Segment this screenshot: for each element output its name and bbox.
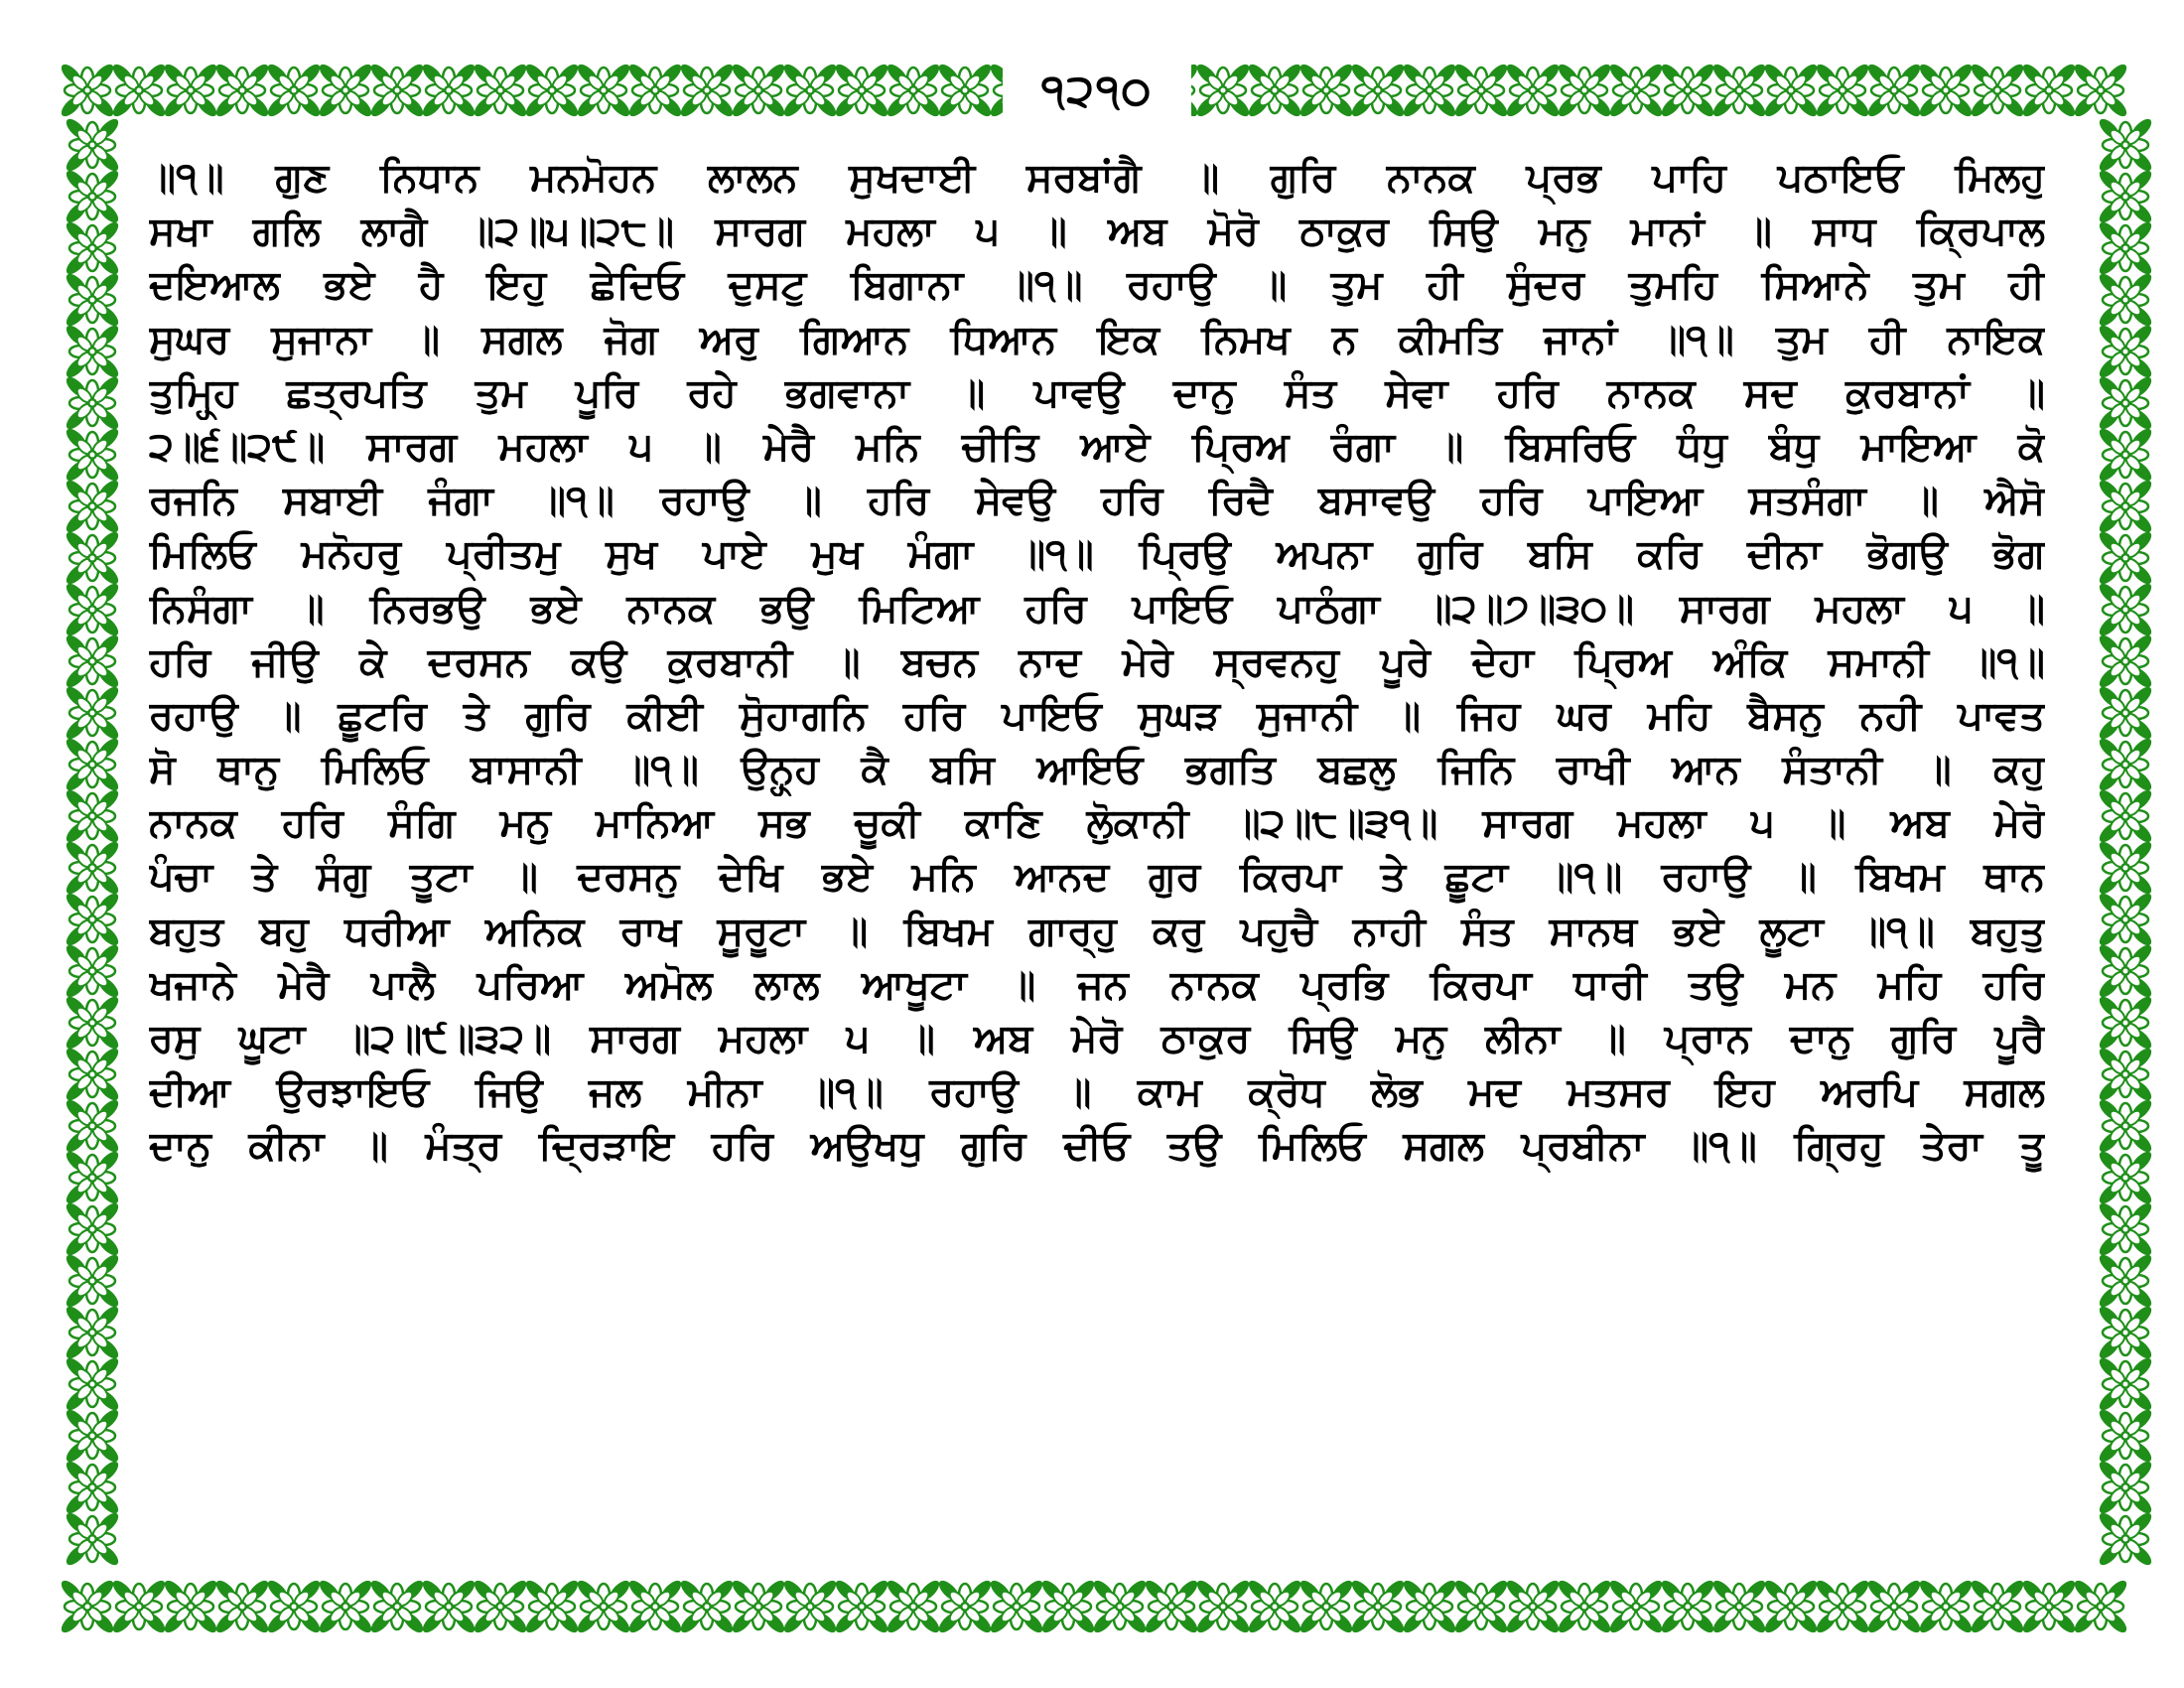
flower-ornament-icon xyxy=(1659,62,1717,120)
flower-ornament-icon xyxy=(1039,1578,1098,1636)
flower-ornament-icon xyxy=(2097,684,2155,743)
flower-ornament-icon xyxy=(2072,62,2130,120)
flower-ornament-icon xyxy=(64,323,122,381)
flower-ornament-icon xyxy=(64,219,122,278)
flower-ornament-icon xyxy=(1452,1578,1511,1636)
flower-ornament-icon xyxy=(626,62,685,120)
flower-ornament-icon xyxy=(1143,1578,1201,1636)
flower-ornament-icon xyxy=(420,1578,478,1636)
flower-ornament-icon xyxy=(781,62,840,120)
flower-ornament-icon xyxy=(64,684,122,743)
flower-ornament-icon xyxy=(2020,62,2079,120)
flower-ornament-icon xyxy=(523,62,582,120)
flower-ornament-icon xyxy=(1504,1578,1563,1636)
flower-ornament-icon xyxy=(110,1578,169,1636)
page-number: ੧੨੧੦ xyxy=(1040,65,1154,116)
flower-ornament-icon xyxy=(64,374,122,433)
flower-ornament-icon xyxy=(64,942,122,1001)
flower-ornament-icon xyxy=(936,1578,995,1636)
flower-ornament-icon xyxy=(62,1578,116,1636)
decorative-border-bottom xyxy=(62,1576,2156,1637)
flower-ornament-icon xyxy=(2097,374,2155,433)
flower-ornament-icon xyxy=(1710,1578,1769,1636)
flower-ornament-icon xyxy=(2097,839,2155,898)
flower-ornament-icon xyxy=(64,271,122,330)
flower-ornament-icon xyxy=(1297,62,1356,120)
flower-ornament-icon xyxy=(730,62,788,120)
flower-ornament-icon xyxy=(64,1355,122,1414)
flower-ornament-icon xyxy=(2097,323,2155,381)
flower-ornament-icon xyxy=(2072,1578,2130,1636)
flower-ornament-icon xyxy=(64,736,122,794)
flower-ornament-icon xyxy=(1246,1578,1304,1636)
flower-ornament-icon xyxy=(833,1578,891,1636)
flower-ornament-icon xyxy=(317,62,375,120)
flower-ornament-icon xyxy=(2097,581,2155,639)
flower-ornament-icon xyxy=(2097,478,2155,536)
flower-ornament-icon xyxy=(64,633,122,691)
flower-ornament-icon xyxy=(1607,1578,1666,1636)
flower-ornament-icon xyxy=(64,1459,122,1517)
flower-ornament-icon xyxy=(2097,271,2155,330)
flower-ornament-icon xyxy=(64,1407,122,1466)
flower-ornament-icon xyxy=(2020,1578,2079,1636)
flower-ornament-icon xyxy=(2097,168,2155,226)
flower-ornament-icon xyxy=(2097,1200,2155,1259)
flower-ornament-icon xyxy=(64,1097,122,1156)
text-line: ਸਖਾ ਗਲਿ ਲਾਗੈ ॥੨॥੫॥੨੮॥ ਸਾਰਗ ਮਹਲਾ ੫ ॥ ਅਬ ਮੋਰੋ ਠਾਕੁਰ ਸਿਉ ਮਨੁ ਮਾਨਾਂ ॥ ਸਾਧ ਕ੍ਰਿਪਾਲ xyxy=(149,209,2045,255)
text-line: ਹਰਿ ਜੀਉ ਕੇ ਦਰਸਨ ਕਉ ਕੁਰਬਾਨੀ ॥ ਬਚਨ ਨਾਦ ਮੇਰੇ ਸ੍ਰਵਨਹੁ ਪੂਰੇ ਦੇਹਾ ਪ੍ਰਿਅ ਅੰਕਿ ਸਮਾਨੀ ॥੧॥ xyxy=(149,638,2045,685)
flower-ornament-icon xyxy=(1969,1578,2027,1636)
flower-ornament-icon xyxy=(1556,1578,1614,1636)
flower-ornament-icon xyxy=(213,62,272,120)
flower-ornament-icon xyxy=(62,62,116,120)
text-line: ਸੁਘਰ ਸੁਜਾਨਾ ॥ ਸਗਲ ਜੋਗ ਅਰੁ ਗਿਆਨ ਧਿਆਨ ਇਕ ਨਿਮਖ ਨ ਕੀਮਤਿ ਜਾਨਾਂ ॥੧॥ ਤੁਮ ਹੀ ਨਾਇਕ xyxy=(149,316,2045,362)
flower-ornament-icon xyxy=(2097,1510,2155,1569)
text-line: ਤੁਮ੍ਹ੍ਹਿ ਛਤ੍ਰਪਤਿ ਤੁਮ ਪੂਰਿ ਰਹੇ ਭਗਵਾਨਾ ॥ ਪਾਵਉ ਦਾਨੁ ਸੰਤ ਸੇਵਾ ਹਰਿ ਨਾਨਕ ਸਦ ਕੁਰਬਾਨਾਂ ॥ xyxy=(149,369,2045,416)
page-number-container xyxy=(1003,58,1191,123)
flower-ornament-icon xyxy=(162,1578,220,1636)
text-line: ਪੰਚਾ ਤੇ ਸੰਗੁ ਤੂਟਾ ॥ ਦਰਸਨੁ ਦੇਖਿ ਭਏ ਮਨਿ ਆਨਦ ਗੁਰ ਕਿਰਪਾ ਤੇ ਛੂਟਾ ॥੧॥ ਰਹਾਉ ॥ ਬਿਖਮ ਥਾਨ xyxy=(149,854,2045,901)
flower-ornament-icon xyxy=(2097,1046,2155,1104)
flower-ornament-icon xyxy=(420,62,478,120)
flower-ornament-icon xyxy=(1762,1578,1821,1636)
flower-ornament-icon xyxy=(2097,426,2155,485)
text-line: ਰਜਨਿ ਸਬਾਈ ਜੰਗਾ ॥੧॥ ਰਹਾਉ ॥ ਹਰਿ ਸੇਵਉ ਹਰਿ ਰਿਦੈ ਬਸਾਵਉ ਹਰਿ ਪਾਇਆ ਸਤਸੰਗਾ ॥ ਐਸੋ xyxy=(149,478,2045,524)
flower-ornament-icon xyxy=(1194,62,1253,120)
flower-ornament-icon xyxy=(885,1578,943,1636)
text-line: ਸੋ ਥਾਨੁ ਮਿਲਿਓ ਬਾਸਾਨੀ ॥੧॥ ਉਨ੍ਹ੍ਹ ਕੈ ਬਸਿ ਆਇਓ ਭਗਤਿ ਬਛਲੁ ਜਿਨਿ ਰਾਖੀ ਆਨ ਸੰਤਾਨੀ ॥ ਕਹੁ xyxy=(149,747,2045,793)
flower-ornament-icon xyxy=(1452,62,1511,120)
flower-ornament-icon xyxy=(213,1578,272,1636)
flower-ornament-icon xyxy=(64,1304,122,1362)
flower-ornament-icon xyxy=(1814,1578,1872,1636)
text-line: ਰਸੁ ਘੂਟਾ ॥੨॥੯॥੩੨॥ ਸਾਰਗ ਮਹਲਾ ੫ ॥ ਅਬ ਮੇਰੋ ਠਾਕੁਰ ਸਿਉ ਮਨੁ ਲੀਨਾ ॥ ਪ੍ਰਾਨ ਦਾਨੁ ਗੁਰਿ ਪੂਰੈ xyxy=(149,1016,2045,1061)
flower-ornament-icon xyxy=(64,1252,122,1311)
flower-ornament-icon xyxy=(64,1200,122,1259)
text-line: ਦਾਨੁ ਕੀਨਾ ॥ ਮੰਤ੍ਰ ਦ੍ਰਿੜਾਇ ਹਰਿ ਅਉਖਧੁ ਗੁਰਿ ਦੀਓ ਤਉ ਮਿਲਿਓ ਸਗਲ ਪ੍ਰਬੀਨਾ ॥੧॥ ਗ੍ਰਿਹੁ ਤੇਰਾ ਤੂ xyxy=(149,1123,2045,1170)
flower-ornament-icon xyxy=(575,62,633,120)
flower-ornament-icon xyxy=(2097,1355,2155,1414)
flower-ornament-icon xyxy=(2097,1252,2155,1311)
flower-ornament-icon xyxy=(368,1578,427,1636)
text-line: ੨॥੬॥੨੯॥ ਸਾਰਗ ਮਹਲਾ ੫ ॥ ਮੇਰੈ ਮਨਿ ਚੀਤਿ ਆਏ ਪ੍ਰਿਅ ਰੰਗਾ ॥ ਬਿਸਰਿਓ ਧੰਧੁ ਬੰਧੁ ਮਾਇਆ ਕੋ xyxy=(149,423,2045,470)
flower-ornament-icon xyxy=(730,1578,788,1636)
text-line: ਨਿਸੰਗਾ ॥ ਨਿਰਭਉ ਭਏ ਨਾਨਕ ਭਉ ਮਿਟਿਆ ਹਰਿ ਪਾਇਓ ਪਾਠੰਗਾ ॥੨॥੭॥੩੦॥ ਸਾਰਗ ਮਹਲਾ ੫ ॥ xyxy=(149,585,2045,632)
flower-ornament-icon xyxy=(64,839,122,898)
flower-ornament-icon xyxy=(2097,787,2155,846)
flower-ornament-icon xyxy=(1607,62,1666,120)
flower-ornament-icon xyxy=(988,1578,1046,1636)
scripture-text-block xyxy=(149,151,2045,1561)
flower-ornament-icon xyxy=(2097,891,2155,949)
flower-ornament-icon xyxy=(64,529,122,588)
flower-ornament-icon xyxy=(64,891,122,949)
flower-ornament-icon xyxy=(1504,62,1563,120)
flower-ornament-icon xyxy=(64,1046,122,1104)
decorative-border-right xyxy=(2095,119,2156,1579)
text-line: ਬਹੁਤ ਬਹੁ ਧਰੀਆ ਅਨਿਕ ਰਾਖ ਸੂਰੂਟਾ ॥ ਬਿਖਮ ਗਾਰ੍ਹੁ ਕਰੁ ਪਹੁਚੈ ਨਾਹੀ ਸੰਤ ਸਾਨਥ ਭਏ ਲੂਟਾ ॥੧॥ ਬਹੁਤੁ xyxy=(149,908,2045,954)
decorative-border-left xyxy=(62,119,123,1579)
flower-ornament-icon xyxy=(1917,62,1976,120)
flower-ornament-icon xyxy=(2097,119,2155,174)
flower-ornament-icon xyxy=(2097,633,2155,691)
flower-ornament-icon xyxy=(1814,62,1872,120)
flower-ornament-icon xyxy=(2097,1407,2155,1466)
text-line: ਦੀਆ ਉਰਝਾਇਓ ਜਿਉ ਜਲ ਮੀਨਾ ॥੧॥ ਰਹਾਉ ॥ ਕਾਮ ਕ੍ਰੋਧ ਲੋਭ ਮਦ ਮਤਸਰ ਇਹ ਅਰਪਿ ਸਗਲ xyxy=(149,1069,2045,1116)
text-line: ਰਹਾਉ ॥ ਛੂਟਰਿ ਤੇ ਗੁਰਿ ਕੀਈ ਸੋੁਹਾਗਨਿ ਹਰਿ ਪਾਇਓ ਸੁਘੜ ਸੁਜਾਨੀ ॥ ਜਿਹ ਘਰ ਮਹਿ ਬੈਸਨੁ ਨਹੀ ਪਾਵਤ xyxy=(149,692,2045,739)
flower-ornament-icon xyxy=(265,1578,324,1636)
flower-ornament-icon xyxy=(2097,219,2155,278)
flower-ornament-icon xyxy=(64,478,122,536)
flower-ornament-icon xyxy=(2097,529,2155,588)
text-line: ॥੧॥ ਗੁਣ ਨਿਧਾਨ ਮਨਮੋਹਨ ਲਾਲਨ ਸੁਖਦਾਈ ਸਰਬਾਂਗੈ ॥ ਗੁਰਿ ਨਾਨਕ ਪ੍ਰਭ ਪਾਹਿ ਪਠਾਇਓ ਮਿਲਹੁ xyxy=(149,155,2045,201)
flower-ornament-icon xyxy=(833,62,891,120)
text-line: ਮਿਲਿਓ ਮਨੋਹਰੁ ਪ੍ਰੀਤਮੁ ਸੁਖ ਪਾਏ ਮੁਖ ਮੰਗਾ ॥੧॥ ਪ੍ਰਿਉ ਅਪਨਾ ਗੁਰਿ ਬਸਿ ਕਰਿ ਦੀਨਾ ਭੋਗਉ ਭੋਗ xyxy=(149,531,2045,578)
flower-ornament-icon xyxy=(2097,942,2155,1001)
flower-ornament-icon xyxy=(368,62,427,120)
flower-ornament-icon xyxy=(1659,1578,1717,1636)
flower-ornament-icon xyxy=(64,119,122,174)
flower-ornament-icon xyxy=(1762,62,1821,120)
flower-ornament-icon xyxy=(472,1578,530,1636)
flower-ornament-icon xyxy=(1556,62,1614,120)
flower-ornament-icon xyxy=(1349,62,1408,120)
text-line: ਨਾਨਕ ਹਰਿ ਸੰਗਿ ਮਨੁ ਮਾਨਿਆ ਸਭ ਚੂਕੀ ਕਾਣਿ ਲੋੁਕਾਨੀ ॥੨॥੮॥੩੧॥ ਸਾਰਗ ਮਹਲਾ ੫ ॥ ਅਬ ਮੇਰੋ xyxy=(149,800,2045,847)
flower-ornament-icon xyxy=(781,1578,840,1636)
flower-ornament-icon xyxy=(678,1578,737,1636)
flower-ornament-icon xyxy=(64,1149,122,1207)
flower-ornament-icon xyxy=(1349,1578,1408,1636)
flower-ornament-icon xyxy=(1401,62,1459,120)
flower-ornament-icon xyxy=(1297,1578,1356,1636)
flower-ornament-icon xyxy=(1917,1578,1976,1636)
flower-ornament-icon xyxy=(885,62,943,120)
flower-ornament-icon xyxy=(1969,62,2027,120)
flower-ornament-icon xyxy=(936,62,995,120)
flower-ornament-icon xyxy=(2097,1304,2155,1362)
flower-ornament-icon xyxy=(317,1578,375,1636)
flower-ornament-icon xyxy=(2097,994,2155,1053)
flower-ornament-icon xyxy=(64,168,122,226)
flower-ornament-icon xyxy=(2097,1149,2155,1207)
flower-ornament-icon xyxy=(1401,1578,1459,1636)
flower-ornament-icon xyxy=(626,1578,685,1636)
flower-ornament-icon xyxy=(1246,62,1304,120)
text-line: ਖਜਾਨੇ ਮੇਰੈ ਪਾਲੈ ਪਰਿਆ ਅਮੋਲ ਲਾਲ ਆਖੂਟਾ ॥ ਜਨ ਨਾਨਕ ਪ੍ਰਭਿ ਕਿਰਪਾ ਧਾਰੀ ਤਉ ਮਨ ਮਹਿ ਹਰਿ xyxy=(149,961,2045,1008)
flower-ornament-icon xyxy=(1091,1578,1150,1636)
flower-ornament-icon xyxy=(1865,1578,1924,1636)
flower-ornament-icon xyxy=(64,787,122,846)
flower-ornament-icon xyxy=(64,994,122,1053)
flower-ornament-icon xyxy=(1194,1578,1253,1636)
text-line: ਦਇਆਲ ਭਏ ਹੈ ਇਹੁ ਛੇਦਿਓ ਦੁਸਟੁ ਬਿਗਾਨਾ ॥੧॥ ਰਹਾਉ ॥ ਤੁਮ ਹੀ ਸੁੰਦਰ ਤੁਮਹਿ ਸਿਆਨੇ ਤੁਮ ਹੀ xyxy=(149,262,2045,309)
flower-ornament-icon xyxy=(575,1578,633,1636)
flower-ornament-icon xyxy=(2097,1459,2155,1517)
flower-ornament-icon xyxy=(472,62,530,120)
flower-ornament-icon xyxy=(265,62,324,120)
flower-ornament-icon xyxy=(64,1510,122,1569)
flower-ornament-icon xyxy=(523,1578,582,1636)
flower-ornament-icon xyxy=(2097,736,2155,794)
flower-ornament-icon xyxy=(110,62,169,120)
flower-ornament-icon xyxy=(64,581,122,639)
flower-ornament-icon xyxy=(678,62,737,120)
flower-ornament-icon xyxy=(1710,62,1769,120)
flower-ornament-icon xyxy=(162,62,220,120)
flower-ornament-icon xyxy=(2097,1097,2155,1156)
flower-ornament-icon xyxy=(1865,62,1924,120)
flower-ornament-icon xyxy=(64,426,122,485)
